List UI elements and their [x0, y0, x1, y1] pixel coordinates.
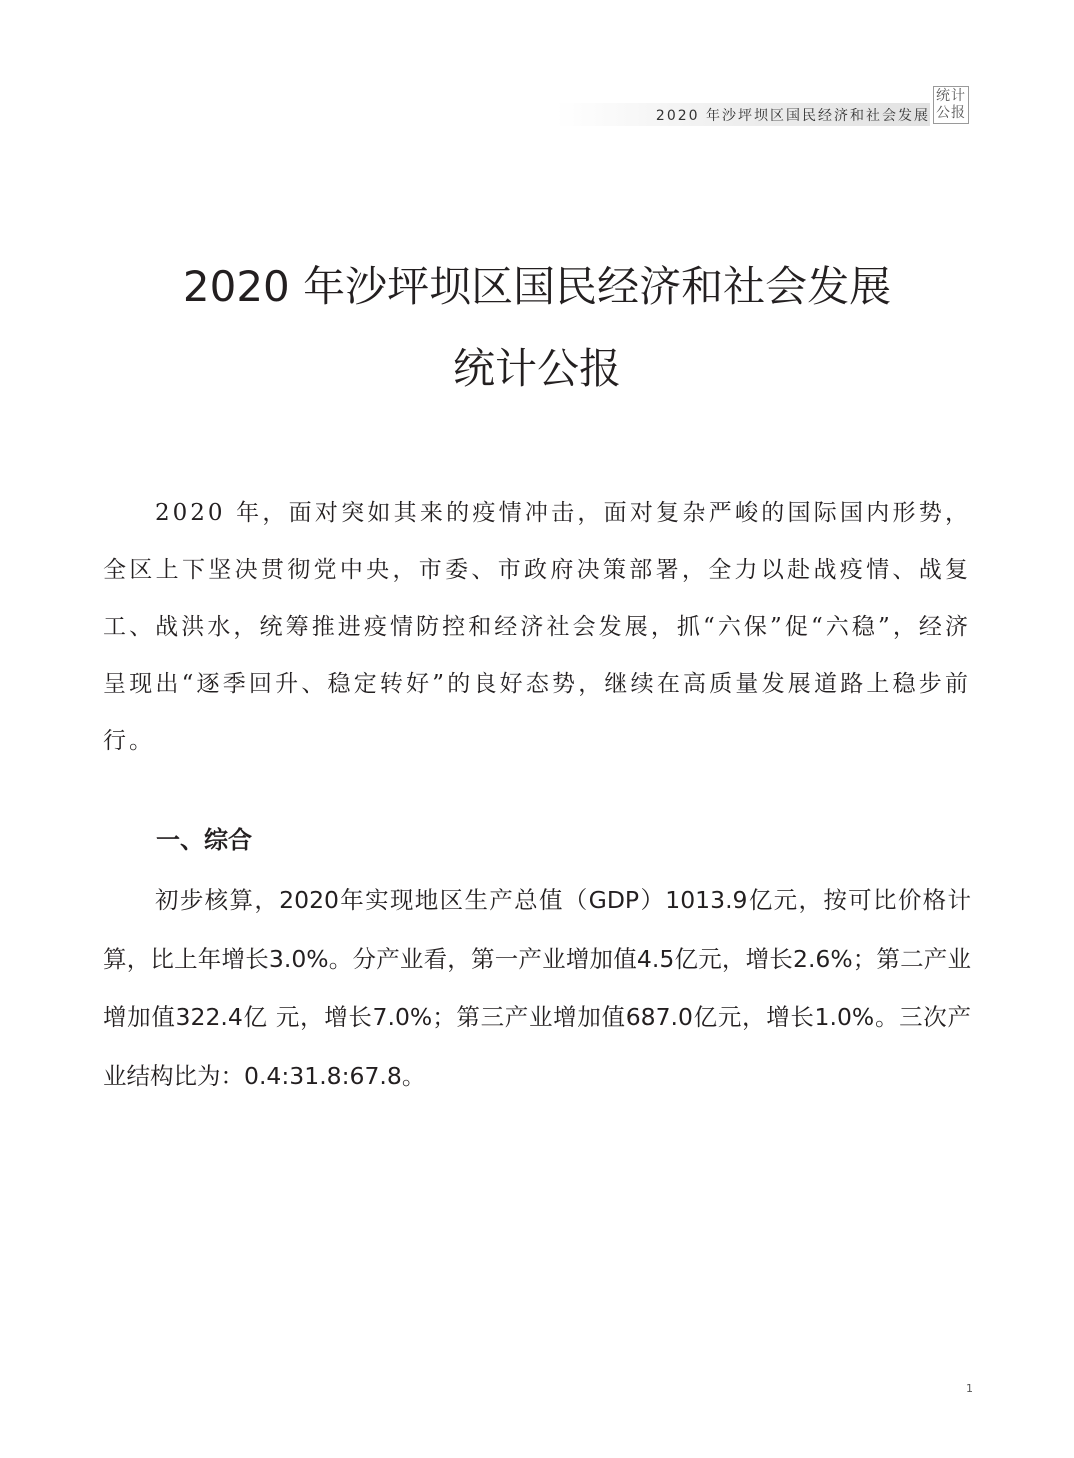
- header-badge-line2: 公报: [936, 105, 966, 121]
- header-badge: [933, 86, 969, 124]
- page-number: 1: [966, 1382, 973, 1395]
- section-paragraph-comprehensive: 初步核算，2020年实现地区生产总值（GDP）1013.9亿元，按可比价格计算，比上年增长3.0%。分产业看，第一产业增加值4.5亿元，增长2.6%；第二产业增加值322.4亿 元，增长7.0%；第三产业增加值687.0亿元，增长1.0%。三次产业结构比为：0.4:31.8:67.8。: [103, 886, 971, 1090]
- running-header-title: 2020 年沙坪坝区国民经济和社会发展: [655, 108, 930, 124]
- document-title-line1: 2020 年沙坪坝区国民经济和社会发展: [182, 262, 892, 311]
- section-heading-comprehensive: 一、综合: [156, 826, 252, 854]
- intro-paragraph: 2020 年，面对突如其来的疫情冲击，面对复杂严峻的国际国内形势，全区上下坚决贯彻党中央，市委、市政府决策部署，全力以赴战疫情、战复工、战洪水，统筹推进疫情防控和经济社会发展，抓“六保”促“六稳”，经济呈现出“逐季回升、稳定转好”的良好态势，继续在高质量发展道路上稳步前行。: [103, 500, 971, 754]
- header-badge-line1: 统计: [936, 88, 966, 104]
- document-title-line2: 统计公报: [452, 344, 621, 393]
